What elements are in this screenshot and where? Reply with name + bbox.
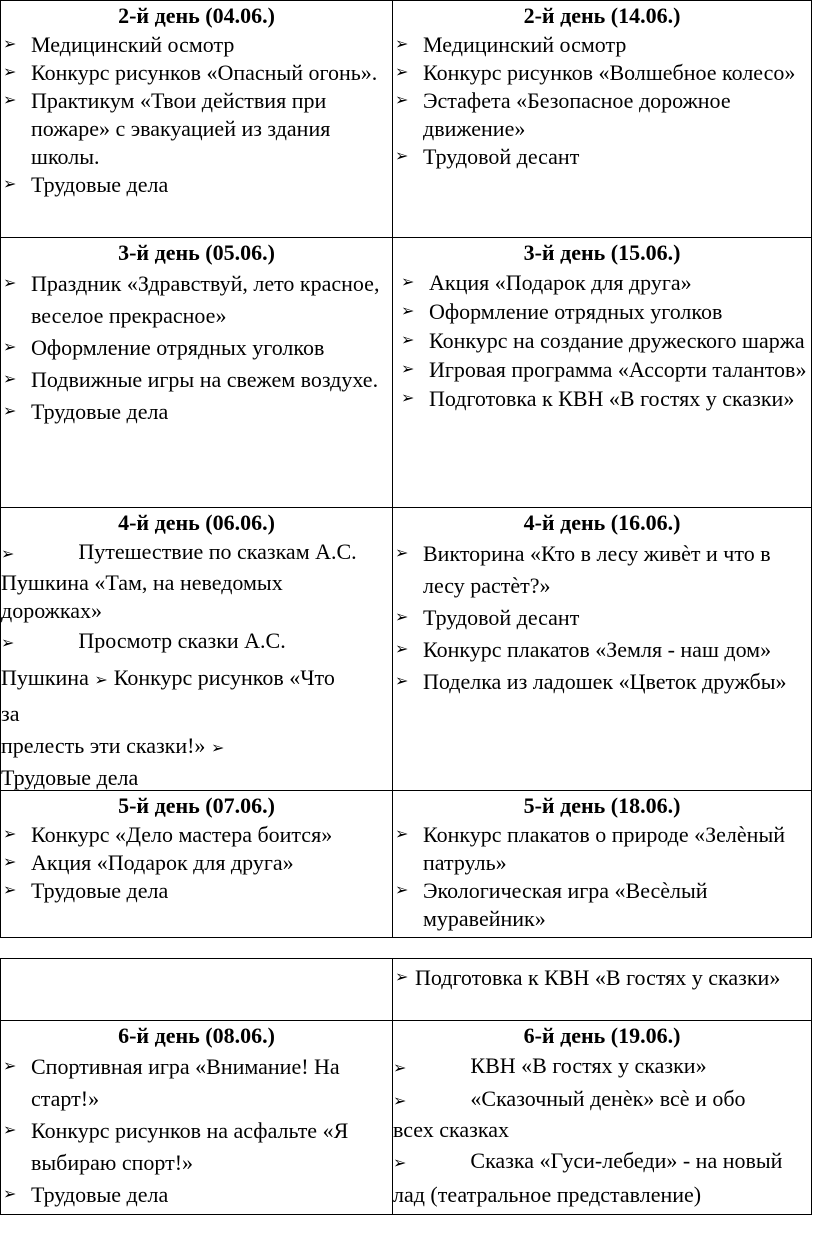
arrowhead-bullet-icon: ➢ — [94, 672, 108, 689]
list-item: ➢ Акция «Подарок для друга» — [3, 850, 294, 875]
list-item: ➢ Подвижные игры на свежем воздухе. — [1, 364, 392, 396]
list-item: ➢ Спортивная игра «Внимание! На старт!» — [1, 1051, 392, 1115]
table-row — [1, 508, 812, 791]
arrowhead-bullet-icon: ➢ — [393, 1093, 407, 1110]
arrowhead-bullet-icon: ➢ — [395, 545, 409, 562]
day-title: 3-й день (05.06.) — [118, 240, 275, 265]
list-item: ➢ Трудовые дела — [1, 396, 392, 428]
arrowhead-bullet-icon: ➢ — [3, 275, 17, 292]
table-row — [1, 1, 812, 238]
day-cell — [393, 791, 812, 938]
list-item: ➢ Поделка из ладошек «Цветок дружбы» — [393, 666, 811, 698]
list-item: ➢ Конкурс «Дело мастера боится» — [3, 822, 333, 847]
day-title: 4-й день (06.06.) — [118, 510, 275, 535]
arrowhead-bullet-icon: ➢ — [1, 546, 15, 563]
list-item: ➢ Акция «Подарок для друга» — [401, 270, 692, 295]
list-item: ➢ Оформление отрядных уголков — [1, 332, 392, 364]
day-text: ➢ Путешествие по сказкам А.С. Пушкина «Там, на неведомых дорожках» ➢ Просмотр сказки А.С. Пушкина ➢ Конкурс рисунков «Что за прелесть эти сказки!» ➢ Трудовые дела — [1, 539, 357, 790]
list-item: ➢ Подготовка к КВН «В гостях у сказки» — [395, 965, 781, 990]
arrowhead-bullet-icon: ➢ — [393, 1155, 407, 1172]
arrowhead-bullet-icon: ➢ — [3, 176, 17, 193]
arrowhead-bullet-icon: ➢ — [3, 826, 17, 843]
day-title: 5-й день (07.06.) — [118, 793, 275, 818]
day-cell — [393, 508, 812, 791]
arrowhead-bullet-icon: ➢ — [3, 1122, 17, 1139]
arrowhead-bullet-icon: ➢ — [395, 148, 409, 165]
list-item: ➢ Викторина «Кто в лесу живѐт и что в лесу растѐт?» — [393, 538, 811, 602]
list-item: ➢ Трудовые дела — [3, 172, 169, 197]
arrowhead-bullet-icon: ➢ — [3, 371, 17, 388]
list-item: ➢ Конкурс рисунков «Волшебное колесо» — [395, 60, 796, 85]
list-item: ➢ Праздник «Здравствуй, лето красное, веселое прекрасное» — [1, 268, 392, 332]
list-item: ➢ Эстафета «Безопасное дорожное движение» — [395, 88, 731, 141]
list-item: ➢ Трудовые дела — [3, 878, 169, 903]
day-cell — [1, 508, 393, 791]
arrowhead-bullet-icon: ➢ — [3, 403, 17, 420]
arrowhead-bullet-icon: ➢ — [401, 274, 415, 291]
list-item: ➢ Конкурс плакатов «Земля - наш дом» — [393, 634, 811, 666]
day-cell — [393, 1, 812, 238]
day-title: 5-й день (18.06.) — [523, 793, 681, 818]
table-row — [1, 238, 812, 508]
arrowhead-bullet-icon: ➢ — [3, 36, 17, 53]
arrowhead-bullet-icon: ➢ — [395, 609, 409, 626]
list-item: ➢ Подготовка к КВН «В гостях у сказки» — [401, 386, 795, 411]
schedule-table-2 — [0, 958, 812, 1215]
day-cell — [393, 238, 812, 508]
arrowhead-bullet-icon: ➢ — [401, 332, 415, 349]
arrowhead-bullet-icon: ➢ — [401, 361, 415, 378]
list-item: ➢ Трудовой десант — [393, 602, 811, 634]
day-cell — [393, 1021, 812, 1215]
arrowhead-bullet-icon: ➢ — [395, 969, 409, 986]
day-cell — [1, 1021, 393, 1215]
arrowhead-bullet-icon: ➢ — [401, 303, 415, 320]
list-item: ➢ Медицинский осмотр — [395, 32, 627, 57]
arrowhead-bullet-icon: ➢ — [395, 641, 409, 658]
arrowhead-bullet-icon: ➢ — [3, 64, 17, 81]
arrowhead-bullet-icon: ➢ — [1, 635, 15, 652]
arrowhead-bullet-icon: ➢ — [3, 1186, 17, 1203]
day-title: 2-й день (04.06.) — [118, 3, 275, 28]
table-row — [1, 791, 812, 938]
arrowhead-bullet-icon: ➢ — [3, 1058, 17, 1075]
list-item: ➢ Трудовой десант — [395, 144, 580, 169]
table-row — [1, 959, 812, 1021]
arrowhead-bullet-icon: ➢ — [395, 36, 409, 53]
arrowhead-bullet-icon: ➢ — [3, 339, 17, 356]
arrowhead-bullet-icon: ➢ — [210, 740, 225, 757]
list-item: ➢ Игровая программа «Ассорти талантов» — [401, 357, 807, 382]
arrowhead-bullet-icon: ➢ — [401, 390, 415, 407]
list-item: ➢ Конкурс рисунков «Опасный огонь». — [3, 60, 378, 85]
day-title: 6-й день (19.06.) — [523, 1023, 681, 1048]
day-cell — [1, 238, 393, 508]
empty-cell — [1, 959, 393, 1021]
list-item: ➢ Конкурс рисунков на асфальте «Я выбираю спорт!» — [1, 1115, 392, 1179]
day-cell — [1, 791, 393, 938]
list-item: ➢ Трудовые дела — [1, 1179, 392, 1211]
day-cell — [1, 1, 393, 238]
list-item: ➢ Конкурс на создание дружеского шаржа — [401, 328, 805, 353]
list-item: ➢ Практикум «Твои действия при пожаре» с эвакуацией из здания школы. — [3, 88, 331, 169]
day-cell — [393, 959, 812, 1021]
arrowhead-bullet-icon: ➢ — [3, 92, 17, 109]
arrowhead-bullet-icon: ➢ — [3, 854, 17, 871]
arrowhead-bullet-icon: ➢ — [395, 92, 409, 109]
day-title: 3-й день (15.06.) — [523, 240, 681, 265]
list-item: ➢ Медицинский осмотр — [3, 32, 235, 57]
arrowhead-bullet-icon: ➢ — [395, 826, 409, 843]
day-title: 6-й день (08.06.) — [118, 1023, 275, 1048]
list-item: ➢ Оформление отрядных уголков — [401, 299, 723, 324]
table-row — [1, 1021, 812, 1215]
day-title: 4-й день (16.06.) — [523, 510, 681, 535]
list-item: ➢ Экологическая игра «Весѐлый муравейник» — [395, 878, 708, 931]
list-item: ➢ Конкурс плакатов о природе «Зелѐный патруль» — [395, 822, 786, 875]
arrowhead-bullet-icon: ➢ — [3, 882, 17, 899]
day-title: 2-й день (14.06.) — [523, 3, 681, 28]
arrowhead-bullet-icon: ➢ — [395, 673, 409, 690]
arrowhead-bullet-icon: ➢ — [393, 1060, 407, 1077]
day-text: ➢ КВН «В гостях у сказки» ➢ «Сказочный денѐк» всѐ и обо всех сказках ➢ Сказка «Гуси-лебеди» - на новый лад (театральное представление) — [393, 1053, 783, 1207]
arrowhead-bullet-icon: ➢ — [395, 882, 409, 899]
arrowhead-bullet-icon: ➢ — [395, 64, 409, 81]
